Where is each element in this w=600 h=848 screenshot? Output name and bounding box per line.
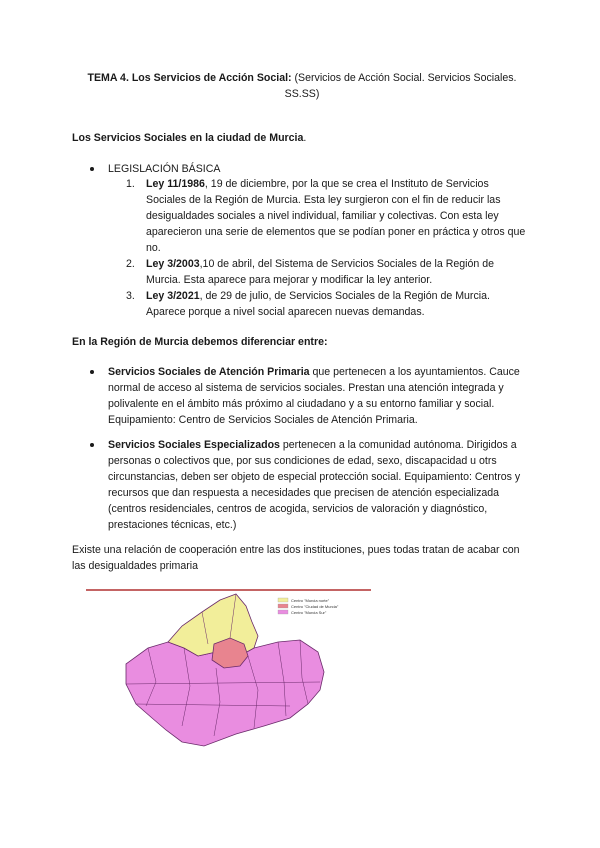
service-text: pertenecen a la comunidad autónoma. Dirigidos a personas o colectivos que, por sus condiciones de edad, sexo, discapacidad u otrs circunstancias, deben ser objeto de especial protección social. Equipamiento: Centros y recursos que dan respuesta a necesidades que precisen de atención especializada (centros residenciales, centros de acogida, servicios de valoración y diagnóstico, prestaciones técnicas, etc.)	[108, 439, 521, 531]
law-text: ,10 de abril, del Sistema de Servicios Sociales de la Región de Murcia. Esta aparece para mejorar y modificar la ley anterior.	[146, 258, 495, 286]
services-list-primary	[90, 364, 530, 428]
service-item	[90, 364, 530, 428]
legend-north: Centro "Murcia norte"	[291, 598, 330, 603]
service-text: que pertenecen a los ayuntamientos. Cauce normal de acceso al sistema de servicios sociales. Prestan una atención integrada y polivalente en el ámbito más próximo al ciudadano y a su entorno familiar y social. Equipamiento: Centro de Servicios Sociales de Atención Primaria.	[108, 366, 520, 426]
legend-city: Centro "Ciudad de Murcia"	[291, 604, 339, 609]
page-title	[72, 70, 532, 102]
section1-heading	[72, 130, 306, 146]
bullet-dot	[90, 370, 94, 374]
law-number: 2.	[126, 258, 135, 270]
law-number: 1.	[126, 178, 135, 190]
law-title: Ley 3/2003	[146, 258, 200, 270]
laws-list	[126, 176, 526, 320]
legislation-label: LEGISLACIÓN BÁSICA	[108, 163, 221, 175]
bullet-dot	[90, 167, 94, 171]
law-item	[126, 176, 526, 256]
murcia-services-map	[86, 586, 371, 756]
law-item	[126, 256, 526, 288]
law-text: , de 29 de julio, de Servicios Sociales de la Región de Murcia. Aparece porque a nivel social aparecen nuevas demandas.	[146, 290, 490, 318]
bullet-dot	[90, 443, 94, 447]
law-title: Ley 3/2021	[146, 290, 200, 302]
title-rest: (Servicios de Acción Social. Servicios Sociales. SS.SS)	[284, 72, 517, 100]
section1-heading-text: Los Servicios Sociales en la ciudad de Murcia	[72, 132, 304, 144]
law-text: , 19 de diciembre, por la que se crea el Instituto de Servicios Sociales de la Región de Murcia. Esta ley surgieron con el fin de reducir las desigualdades sociales a nivel individual, familiar y colectivas. Con esta ley aparecieron una serie de elementos que se podían poner en práctica y otros que no.	[146, 178, 526, 254]
section1-heading-dot: .	[303, 132, 307, 144]
law-number: 3.	[126, 290, 135, 302]
service-title: Servicios Sociales Especializados	[108, 439, 280, 451]
legend-south: Centro "Murcia Sur"	[291, 610, 327, 615]
service-title: Servicios Sociales de Atención Primaria	[108, 366, 310, 378]
section2-heading: En la Región de Murcia debemos diferenciar entre:	[72, 336, 328, 348]
title-bold: TEMA 4. Los Servicios de Acción Social:	[87, 72, 292, 84]
services-list-specialized	[90, 437, 530, 533]
law-title: Ley 11/1986	[146, 178, 205, 190]
service-item	[90, 437, 530, 533]
law-item	[126, 288, 526, 320]
map-legend	[278, 598, 339, 615]
closing-paragraph: Existe una relación de cooperación entre las dos instituciones, pues todas tratan de acabar con las desigualdades primaria	[72, 544, 520, 572]
